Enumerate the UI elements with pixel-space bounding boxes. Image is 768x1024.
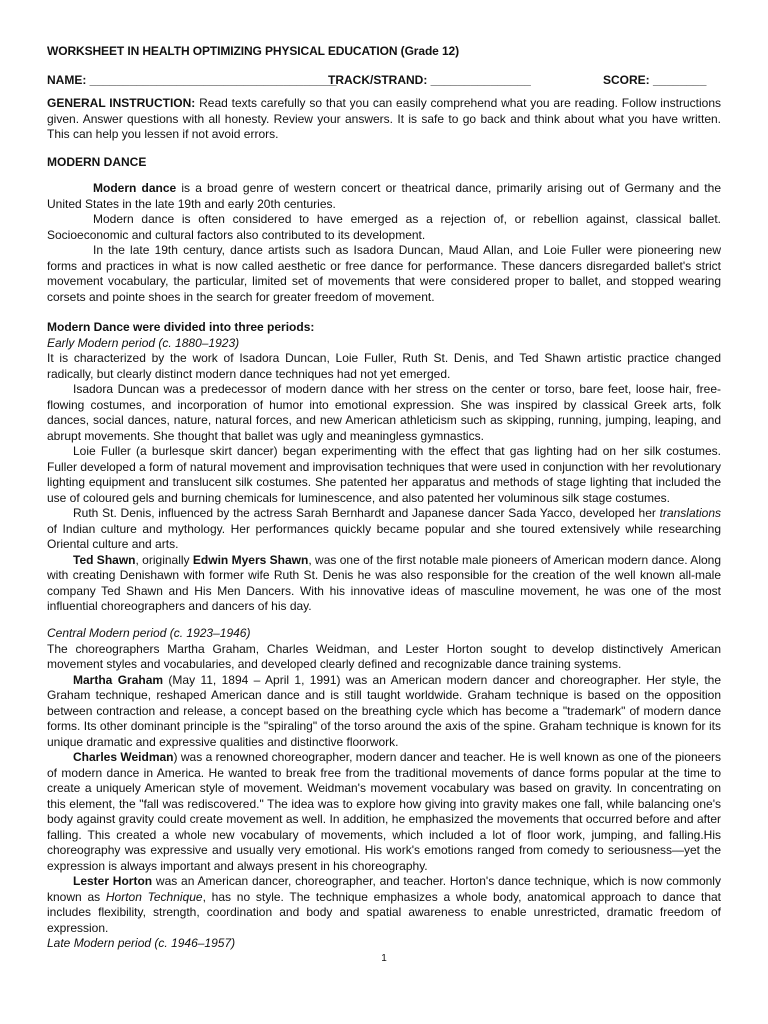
- score-field: SCORE: ________: [603, 73, 707, 87]
- page-number: 1: [381, 953, 387, 964]
- charles-weidman-name: Charles Weidman: [73, 750, 174, 764]
- general-instruction-label: GENERAL INSTRUCTION:: [47, 96, 196, 110]
- early-paragraph-st-denis: [47, 506, 721, 553]
- central-period-heading: Central Modern period (c. 1923–1946): [47, 626, 251, 640]
- central-paragraph-weidman: [47, 750, 721, 874]
- st-denis-text-b: of Indian culture and mythology. Her performances quickly became popular and she toured extensively while researching Oriental culture and arts.: [47, 521, 721, 551]
- intro-section: [47, 181, 721, 305]
- periods-heading: Modern Dance were divided into three periods:: [47, 320, 315, 334]
- weidman-text: ) was a renowned choreographer, modern dancer and teacher. He is well known as one of the pioneers of modern dance in America. He wanted to break free from the traditional movements of dance forms popular at the time to create a uniquely American style of movement. Weidman's movement vocabulary was based on gravity. In concentrating on this element, the "fall was rediscovered." The idea was to explore how giving into gravity makes one fall, while balancing one's body against gravity could create movement as well. In addition, he emphasized the movements that occurred before and after falling. This created a whole new vocabulary of movements, which included a lot of floor work, jumping, and falling.His choreography was expressive and usually very emotional. His work's emotions ranged from comedy to seriousness—yet the expression is always important and always present in his choreography.: [47, 750, 721, 873]
- general-instruction-text: Read texts carefully so that you can easily comprehend what you are reading. Follow instructions given. Answer questions with all honesty. Review your answers. It is safe to go back and think about what you have written. This can help you lessen if not avoid errors.: [47, 96, 721, 141]
- horton-text-b: , has no style. The technique emphasizes a whole body, anatomical approach to dance that includes flexibility, strength, coordination and body and spatial awareness to enable unrestricted, dramatic freedom of expression.: [47, 889, 722, 935]
- translations-italic: translations: [659, 506, 721, 520]
- lester-horton-name: Lester Horton: [73, 874, 153, 888]
- early-paragraph-fuller: Loie Fuller (a burlesque skirt dancer) began experimenting with the effect that gas lighting had on her silk costumes. Fuller developed a form of natural movement and improvisation techniques that were used in conjunction with her revolutionary lighting equipment and translucent silk costumes. She patented her apparatus and methods of stage lighting that included the use of coloured gels and burning chemicals for luminescence, and also patented her voluminous silk stage costumes.: [47, 444, 721, 505]
- martha-graham-name: Martha Graham: [73, 672, 164, 687]
- name-field: NAME: _____________________________________: [47, 73, 337, 87]
- st-denis-text-a: Ruth St. Denis, influenced by the actress Sarah Bernhardt and Japanese dancer Sada Yacco, developed her: [73, 506, 660, 520]
- central-paragraph-horton: [47, 874, 721, 936]
- worksheet-title: WORKSHEET IN HEALTH OPTIMIZING PHYSICAL EDUCATION (Grade 12): [47, 44, 460, 58]
- shawn-text: , was one of the first notable male pioneers of American modern dance. Along with creating Denishawn with former wife Ruth St. Denis he was also responsible for the creation of the well known all-male company Ted Shawn and His Men Dancers. With his innovative ideas of masculine movement, he was one of the most influential choreographers and dancers of his day.: [47, 552, 722, 613]
- late-period-heading: Late Modern period (c. 1946–1957): [47, 936, 236, 950]
- central-paragraph-1: The choreographers Martha Graham, Charles Weidman, and Lester Horton sought to develop distinctively American movement styles and vocabularies, and developed clearly defined and recognizable dance training systems.: [47, 641, 721, 671]
- horton-technique-italic: Horton Technique: [105, 889, 203, 904]
- intro-paragraph-2: Modern dance is often considered to have emerged as a rejection of, or rebellion against, classical ballet. Socioeconomic and cultural factors also contributed to its development.: [47, 212, 721, 242]
- early-paragraph-1: It is characterized by the work of Isadora Duncan, Loie Fuller, Ruth St. Denis, and Ted Shawn artistic practice changed radically, but clearly distinct modern dance techniques had not yet emerged.: [47, 351, 721, 381]
- modern-dance-term: Modern dance: [93, 181, 177, 195]
- graham-text: (May 11, 1894 – April 1, 1991) was an American modern dancer and choreographer. Her style, the Graham technique, reshaped American dance and is still taught worldwide. Graham technique is based on the opposition between contraction and release, a concept based on the breathing cycle which has become a "trademark" of modern dance forms. Its other dominant principle is the "spiraling" of the torso around the axis of the spine. Graham technique is known for its unique dramatic and expressive qualities and distinctive floorwork.: [47, 672, 721, 749]
- general-instruction: [47, 96, 721, 143]
- shawn-mid-text: , originally: [135, 552, 193, 567]
- section-title: MODERN DANCE: [47, 155, 147, 169]
- intro-paragraph-1-text: is a broad genre of western concert or theatrical dance, primarily arising out of Germany and the United States in the late 19th and early 20th centuries.: [47, 181, 721, 211]
- early-paragraph-shawn: [47, 553, 721, 615]
- intro-paragraph-1: [47, 181, 721, 212]
- track-strand-field: TRACK/STRAND: _______________: [328, 73, 531, 87]
- edwin-myers-shawn-name: Edwin Myers Shawn: [192, 552, 309, 567]
- early-paragraph-duncan: Isadora Duncan was a predecessor of modern dance with her stress on the center or torso, bare feet, loose hair, free-flowing costumes, and incorporation of humor into emotional expression. She was inspired by classical Greek arts, folk dances, social dances, nature, natural forces, and new American athleticism such as skipping, running, jumping, leaping, and abrupt movements. She thought that ballet was ugly and meaningless gymnastics.: [47, 382, 721, 443]
- periods-section: [47, 320, 721, 615]
- central-paragraph-graham: [47, 673, 721, 751]
- horton-text-a: was an American dancer, choreographer, and teacher. Horton's dance technique, which is now commonly known as: [47, 874, 721, 904]
- ted-shawn-name: Ted Shawn: [73, 552, 136, 567]
- central-period-section: [47, 626, 721, 952]
- intro-paragraph-3: In the late 19th century, dance artists such as Isadora Duncan, Maud Allan, and Loie Fuller were pioneering new forms and practices in what is now called aesthetic or free dance for performance. These dancers disregarded ballet's strict movement vocabulary, the particular, limited set of movements that were considered proper to ballet, and stopped wearing corsets and pointe shoes in the search for greater freedom of movement.: [47, 243, 721, 304]
- early-period-heading: Early Modern period (c. 1880–1923): [47, 335, 240, 350]
